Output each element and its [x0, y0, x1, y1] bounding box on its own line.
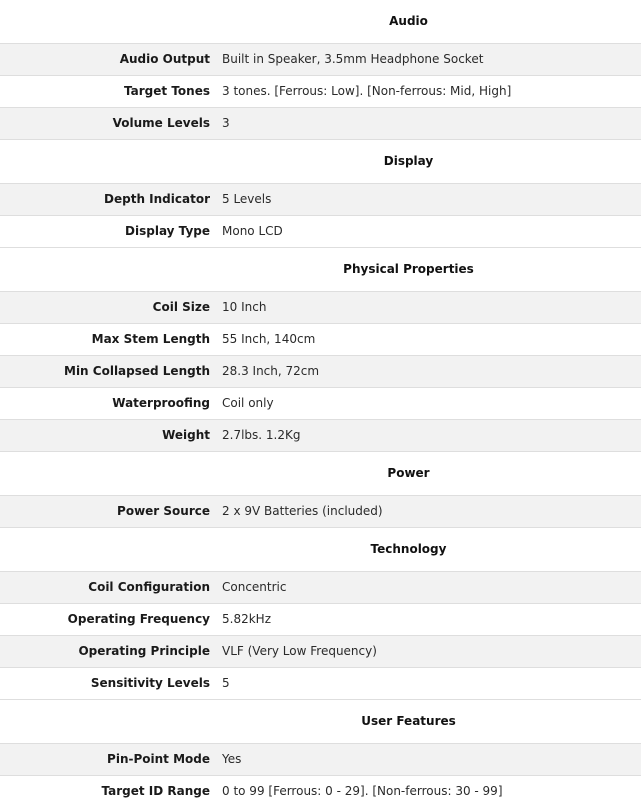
spec-value: 2 x 9V Batteries (included) — [216, 495, 641, 527]
spec-label: Weight — [0, 419, 216, 451]
spec-label: Operating Principle — [0, 635, 216, 667]
spec-label: Coil Configuration — [0, 571, 216, 603]
spec-label: Target ID Range — [0, 775, 216, 807]
spec-row-operating-frequency — [0, 603, 641, 635]
section-title: User Features — [361, 714, 456, 728]
section-header-audio — [0, 0, 641, 43]
spec-value: Coil only — [216, 387, 641, 419]
section-title: Physical Properties — [343, 262, 474, 276]
spec-row-pin-point-mode — [0, 743, 641, 775]
section-title: Audio — [389, 14, 428, 29]
spec-label: Operating Frequency — [0, 603, 216, 635]
spec-value: Built in Speaker, 3.5mm Headphone Socket — [216, 43, 641, 75]
spec-row-coil-size — [0, 291, 641, 323]
spec-value: 5 — [216, 667, 641, 699]
spec-label: Target Tones — [0, 75, 216, 107]
spec-value: VLF (Very Low Frequency) — [216, 635, 641, 667]
section-header-user-features — [0, 699, 641, 743]
spec-row-depth-indicator — [0, 183, 641, 215]
spec-value: Yes — [216, 743, 641, 775]
spec-label: Display Type — [0, 215, 216, 247]
spec-value: Mono LCD — [216, 215, 641, 247]
spec-row-min-collapsed-length — [0, 355, 641, 387]
spec-row-volume-levels — [0, 107, 641, 139]
spec-label: Pin-Point Mode — [0, 743, 216, 775]
spec-row-operating-principle — [0, 635, 641, 667]
spec-row-display-type — [0, 215, 641, 247]
spec-value: 2.7lbs. 1.2Kg — [216, 419, 641, 451]
spec-row-max-stem-length — [0, 323, 641, 355]
section-header-display — [0, 139, 641, 183]
spec-row-target-tones — [0, 75, 641, 107]
spec-value: 55 Inch, 140cm — [216, 323, 641, 355]
spec-label: Coil Size — [0, 291, 216, 323]
spec-label: Volume Levels — [0, 107, 216, 139]
spec-row-audio-output — [0, 43, 641, 75]
section-header-physical-properties — [0, 247, 641, 291]
spec-value: 10 Inch — [216, 291, 641, 323]
spec-label: Audio Output — [0, 43, 216, 75]
spec-row-waterproofing — [0, 387, 641, 419]
spec-label: Waterproofing — [0, 387, 216, 419]
spec-row-coil-configuration — [0, 571, 641, 603]
spec-row-sensitivity-levels — [0, 667, 641, 699]
spec-row-power-source — [0, 495, 641, 527]
spec-value: 3 tones. [Ferrous: Low]. [Non-ferrous: Mid, High] — [216, 75, 641, 107]
spec-value: Concentric — [216, 571, 641, 603]
section-header-power — [0, 451, 641, 495]
spec-label: Min Collapsed Length — [0, 355, 216, 387]
spec-value: 0 to 99 [Ferrous: 0 - 29]. [Non-ferrous: 30 - 99] — [216, 775, 641, 807]
spec-value: 3 — [216, 107, 641, 139]
spec-value: 5 Levels — [216, 183, 641, 215]
spec-label: Sensitivity Levels — [0, 667, 216, 699]
spec-value: 28.3 Inch, 72cm — [216, 355, 641, 387]
spec-value: 5.82kHz — [216, 603, 641, 635]
spec-row-target-id-range — [0, 775, 641, 807]
spec-row-weight — [0, 419, 641, 451]
section-title: Power — [387, 466, 430, 480]
section-title: Technology — [370, 542, 447, 556]
spec-label: Depth Indicator — [0, 183, 216, 215]
spec-label: Max Stem Length — [0, 323, 216, 355]
section-header-technology — [0, 527, 641, 571]
section-title: Display — [383, 154, 434, 168]
spec-label: Power Source — [0, 495, 216, 527]
